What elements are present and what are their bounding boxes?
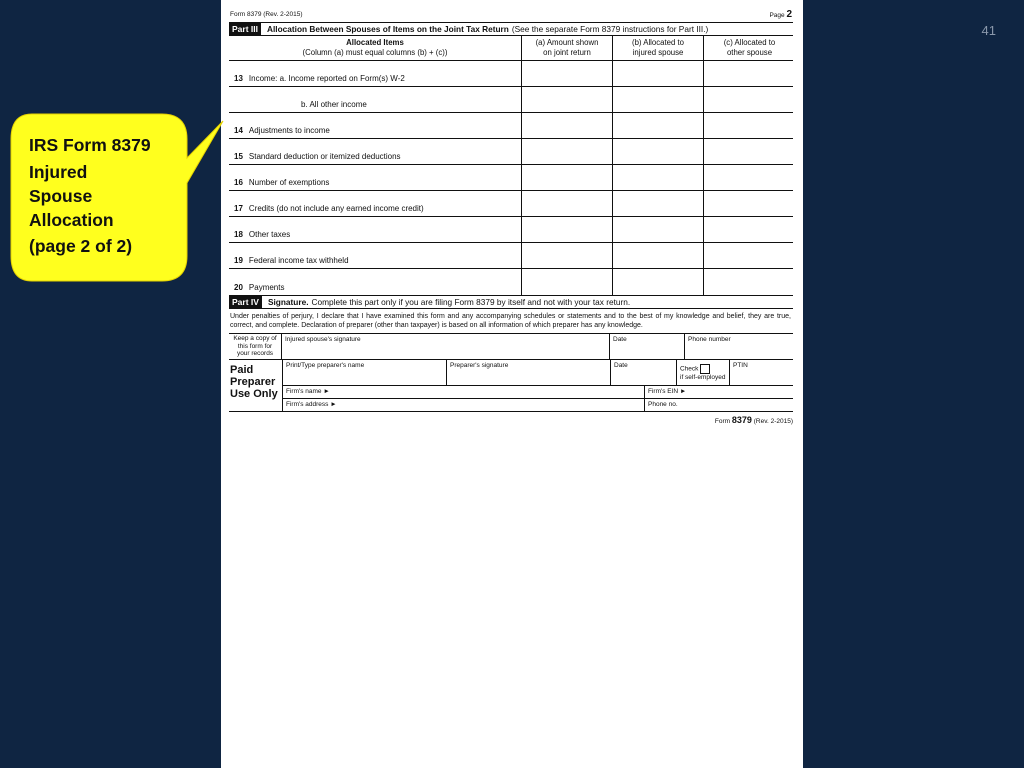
line-label: Income: a. Income reported on Form(s) W-2 — [248, 74, 405, 83]
line-15 — [229, 139, 793, 165]
line-19 — [229, 243, 793, 269]
col-a-line1: (a) Amount shown — [535, 38, 599, 47]
line-20 — [229, 269, 793, 296]
line-18 — [229, 217, 793, 243]
preparer-signature-field[interactable] — [446, 360, 610, 385]
signature-date-field[interactable] — [609, 334, 684, 359]
preparer-date-label: Date — [614, 362, 628, 369]
callout-line-allocation: Allocation — [29, 210, 114, 230]
date-label: Date — [613, 336, 627, 343]
amount-field-c[interactable] — [703, 113, 795, 138]
amount-field-a[interactable] — [521, 87, 612, 112]
amount-field-a[interactable] — [521, 243, 612, 268]
line-number: 19 — [234, 256, 243, 265]
line-label: Standard deduction or itemized deductions — [248, 152, 401, 161]
perjury-declaration: Under penalties of perjury, I declare that I have examined this form and any accompanying schedules or statements and to the best of my knowledge and belief, they are true, correct, and complete. Declaration of preparer (other than taxpayer) is based on all information of which preparer has any knowledge. — [229, 309, 793, 334]
paid-preparer-section — [229, 360, 793, 412]
footer-form-label: Form — [714, 418, 731, 425]
col-b-header — [612, 36, 703, 60]
preparer-signature-label: Preparer's signature — [450, 362, 509, 369]
print-name-label: Print/Type preparer's name — [286, 362, 365, 369]
form-header — [229, 8, 793, 22]
callout-bubble — [10, 113, 188, 281]
col-a-header — [521, 36, 612, 60]
self-employed-checkbox[interactable] — [700, 364, 710, 374]
amount-field-c[interactable] — [703, 61, 795, 86]
callout-line-form: IRS Form 8379 — [29, 135, 151, 155]
if-self-employed-label: if self-employed — [680, 374, 726, 381]
part4-header — [229, 296, 793, 309]
col-a-line2: on joint return — [543, 48, 591, 57]
part3-note: (See the separate Form 8379 instructions for Part III.) — [511, 24, 709, 34]
amount-field-c[interactable] — [703, 87, 795, 112]
check-label: Check — [680, 365, 699, 373]
amount-field-b[interactable] — [612, 165, 703, 190]
form-footer — [229, 412, 793, 425]
col-c-line2: other spouse — [726, 48, 773, 57]
line-16 — [229, 165, 793, 191]
preparer-label: Preparer — [230, 376, 276, 388]
line-number: 16 — [234, 178, 243, 187]
preparer-date-field[interactable] — [610, 360, 676, 385]
preparer-name-field[interactable] — [283, 360, 446, 385]
amount-field-c[interactable] — [703, 165, 795, 190]
phone-number-field[interactable] — [684, 334, 793, 359]
line-label: Adjustments to income — [248, 126, 330, 135]
firm-name-field[interactable] — [283, 386, 644, 398]
amount-field-a[interactable] — [521, 269, 612, 295]
paid-label: Paid — [230, 364, 254, 376]
amount-field-b[interactable] — [612, 243, 703, 268]
col-b-line1: (b) Allocated to — [631, 38, 684, 47]
line-label: Number of exemptions — [248, 178, 330, 187]
footer-revision: (Rev. 2-2015) — [753, 418, 793, 425]
amount-field-b[interactable] — [612, 217, 703, 242]
amount-field-c[interactable] — [703, 243, 795, 268]
slide-page-number: 41 — [981, 23, 996, 38]
line-number: 15 — [234, 152, 243, 161]
amount-field-a[interactable] — [521, 191, 612, 216]
part3-tag: Part III — [229, 23, 261, 35]
line-17 — [229, 191, 793, 217]
page-number: 2 — [786, 9, 792, 20]
line-label: b. All other income — [301, 100, 367, 109]
part4-note: Complete this part only if you are filing Form 8379 by itself and not with your tax return. — [311, 297, 631, 307]
col-c-line1: (c) Allocated to — [723, 38, 776, 47]
amount-field-c[interactable] — [703, 139, 795, 164]
callout-text — [29, 134, 184, 259]
form-8379-page-2 — [229, 8, 793, 425]
injured-signature-label: Injured spouse's signature — [285, 336, 361, 343]
line-label: Payments — [248, 283, 285, 292]
line-number: 20 — [234, 283, 243, 292]
amount-field-a[interactable] — [521, 217, 612, 242]
ptin-label: PTIN — [733, 362, 748, 369]
phone-label: Phone number — [688, 336, 731, 343]
line-13a — [229, 61, 793, 87]
line-14 — [229, 113, 793, 139]
phone-no-label: Phone no. — [648, 401, 678, 408]
col-allocated-items-note: (Column (a) must equal columns (b) + (c)) — [302, 48, 448, 57]
col-allocated-items — [229, 36, 521, 60]
amount-field-a[interactable] — [521, 113, 612, 138]
firm-ein-label: Firm's EIN ► — [648, 388, 687, 395]
line-label: Federal income tax withheld — [248, 256, 349, 265]
callout-line-injured: Injured — [29, 161, 88, 182]
firm-name-row — [283, 386, 793, 399]
part3-title: Allocation Between Spouses of Items on the Joint Tax Return — [266, 24, 509, 34]
self-employed-check[interactable] — [676, 360, 729, 385]
use-only-label: Use Only — [230, 388, 278, 400]
line-13b — [229, 87, 793, 113]
firm-name-label: Firm's name ► — [286, 388, 330, 395]
amount-field-c[interactable] — [703, 191, 795, 216]
form-page — [221, 0, 803, 768]
page-indicator — [769, 9, 792, 20]
page-label: Page — [769, 12, 785, 19]
amount-field-b[interactable] — [612, 113, 703, 138]
part3-header — [229, 22, 793, 36]
footer-form-number: 8379 — [731, 415, 752, 425]
firm-address-label: Firm's address ► — [286, 401, 337, 408]
part4-tag: Part IV — [229, 296, 262, 308]
amount-field-a[interactable] — [521, 165, 612, 190]
keep-copy-note: Keep a copy of this form for your records — [233, 335, 277, 357]
amount-field-b[interactable] — [612, 87, 703, 112]
amount-field-b[interactable] — [612, 191, 703, 216]
callout-line-spouse: Spouse — [29, 186, 93, 206]
col-b-line2: injured spouse — [632, 48, 684, 57]
firm-ein-field[interactable] — [644, 386, 793, 398]
col-c-header — [703, 36, 795, 60]
firm-address-row — [283, 399, 793, 411]
ptin-field[interactable] — [729, 360, 793, 385]
amount-field-c[interactable] — [703, 217, 795, 242]
amount-field-b[interactable] — [612, 139, 703, 164]
preparer-row — [283, 360, 793, 386]
line-number: 17 — [234, 204, 243, 213]
firm-phone-field[interactable] — [644, 399, 793, 411]
amount-field-c[interactable] — [703, 269, 795, 295]
line-label: Other taxes — [248, 230, 291, 239]
line-number: 13 — [234, 74, 243, 83]
line-label: Credits (do not include any earned income credit) — [248, 204, 424, 213]
injured-spouse-signature-field[interactable] — [281, 334, 609, 359]
part3-column-headers — [229, 36, 793, 61]
amount-field-b[interactable] — [612, 269, 703, 295]
amount-field-a[interactable] — [521, 139, 612, 164]
callout-line-page: (page 2 of 2) — [29, 236, 133, 256]
form-revision: Form 8379 (Rev. 2-2015) — [230, 11, 303, 18]
amount-field-a[interactable] — [521, 61, 612, 86]
firm-address-field[interactable] — [283, 399, 644, 411]
col-allocated-items-title: Allocated Items — [346, 38, 404, 47]
line-number: 18 — [234, 230, 243, 239]
injured-spouse-signature-row — [229, 334, 793, 360]
paid-preparer-label — [229, 360, 283, 411]
amount-field-b[interactable] — [612, 61, 703, 86]
line-number: 14 — [234, 126, 243, 135]
part4-title: Signature. — [267, 297, 309, 307]
